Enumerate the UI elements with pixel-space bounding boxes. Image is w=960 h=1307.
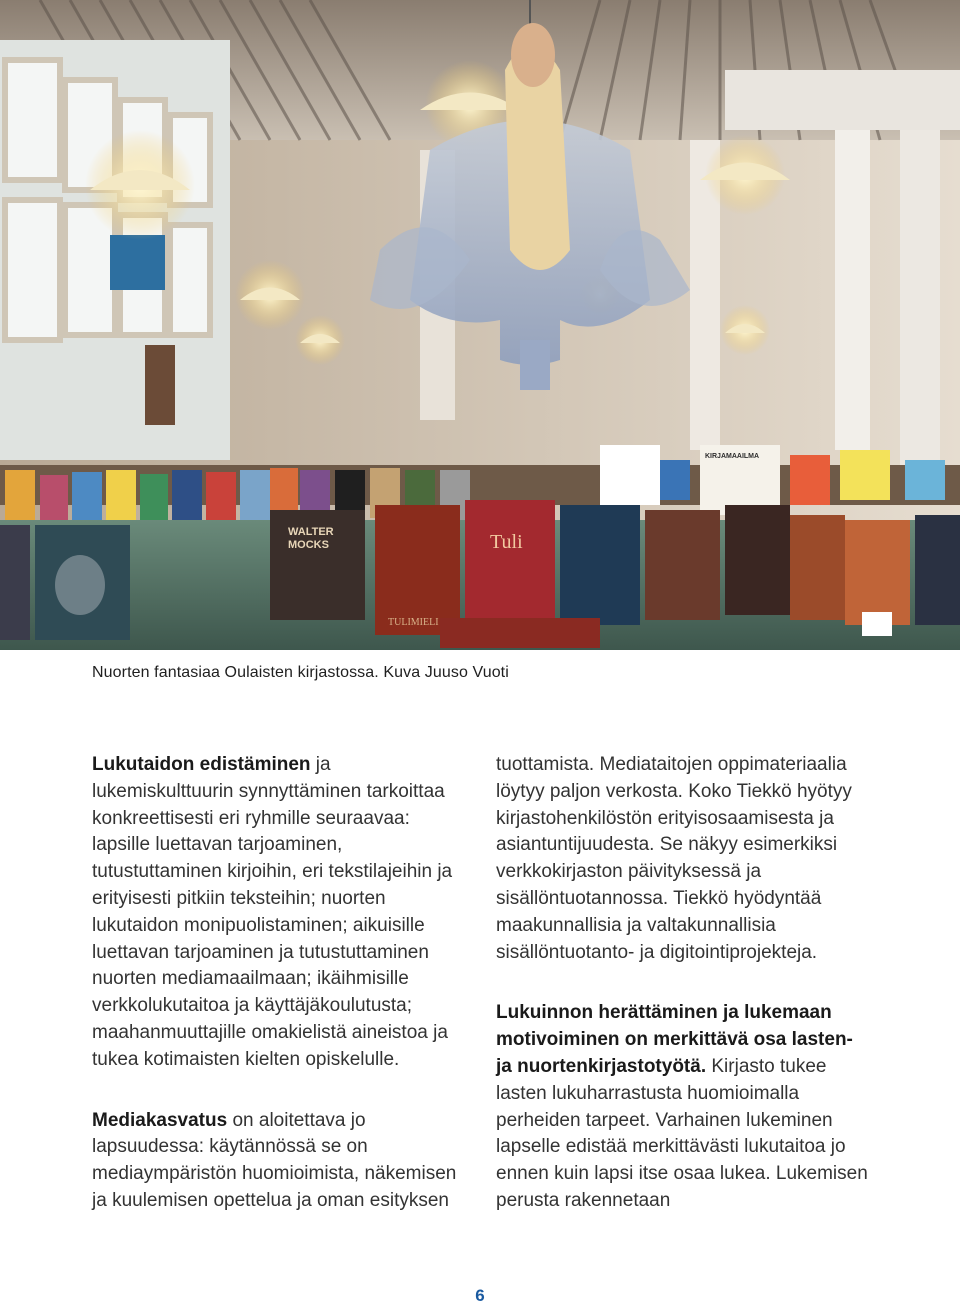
left-text-column <box>92 752 464 1249</box>
paragraph-continuation <box>496 752 868 966</box>
tuli-sign: Tuli <box>490 531 523 553</box>
paragraph-literacy-heading: Lukutaidon edistäminen <box>92 754 311 775</box>
paragraph-media-education-text: on aloitettava jo lapsuudessa: käytännössä se on mediaympäristön huomioimista, näkemisen ja kuulemisen opettelua ja oman esityksen <box>92 1109 457 1211</box>
column <box>835 130 870 450</box>
paragraph-reading-motivation-heading: Lukuinnon herättäminen ja lukemaan motivoiminen on merkittävä osa lasten- ja nuortenkirjastotyötä. <box>496 1002 853 1077</box>
walter-mocks-sign-line: WALTER <box>288 526 334 538</box>
walter-mocks-sign <box>288 526 334 551</box>
right-text-column <box>496 752 868 1249</box>
photo-caption: Nuorten fantasiaa Oulaisten kirjastossa. Kuva Juuso Vuoti <box>92 664 509 681</box>
tulimieli-sign: TULIMIELI <box>388 617 439 628</box>
book-cover-tulimieli <box>375 505 460 635</box>
paragraph-literacy <box>92 752 464 1074</box>
paragraph-media-education <box>92 1108 464 1215</box>
library-photo-illustration <box>0 0 960 650</box>
library-photo <box>0 0 960 650</box>
paragraph-media-education-heading: Mediakasvatus <box>92 1109 228 1131</box>
paragraph-continuation-text: tuottamista. Mediataitojen oppimateriaalia löytyy paljon verkosta. Koko Tiekkö hyötyy kirjastohenkilöstön erityisosaamisesta ja asiantuntijuudesta. Se näkyy esimerkiksi verkkokirjaston päivityksessä ja sisällöntuotannossa. Tiekkö hyödyntää maakunnallisia ja valtakunnallisia sisällöntuotanto- ja digitointiprojekteja. <box>496 754 852 963</box>
book-cover-blue <box>560 505 640 625</box>
paragraph-reading-motivation <box>496 1000 868 1214</box>
left-windows <box>0 40 230 460</box>
walter-mocks-sign-line: MOCKS <box>288 539 329 551</box>
wall-poster <box>110 235 165 290</box>
kirjamaailma-sign: KIRJAMAAILMA <box>705 453 760 460</box>
paragraph-reading-motivation-text: Kirjasto tukee lasten lukuharrastusta huomioimalla perheiden tarpeet. Varhainen lukeminen lapselle edistää merkittävästi lukutaitoa jo ennen kuin lapsi itse osaa lukea. Lukemisen perusta rakennetaan <box>496 1055 868 1211</box>
book-cover-tuli <box>465 500 555 635</box>
paragraph-literacy-text: ja lukemiskulttuurin synnyttäminen tarkoittaa konkreettisesti eri ryhmille seuraavaa: lapsille luettavan tarjoaminen, tutustuttaminen kirjoihin, eri tekstilajeihin ja erityisesti pitkiin teksteihin; nuorten lukutaidon monipuolistaminen; aikuisille luettavan tarjoaminen ja tutustuttaminen nuorten mediamaailmaan; ikäihmisille verkkolukutaitoa ja käyttäjäkoulutusta; maahanmuuttajille omakielistä aineistoa ja tukea kotimaisten kielten opiskelulle. <box>92 754 453 1070</box>
ceiling-beam <box>725 70 960 130</box>
page-number: 6 <box>475 1286 485 1305</box>
